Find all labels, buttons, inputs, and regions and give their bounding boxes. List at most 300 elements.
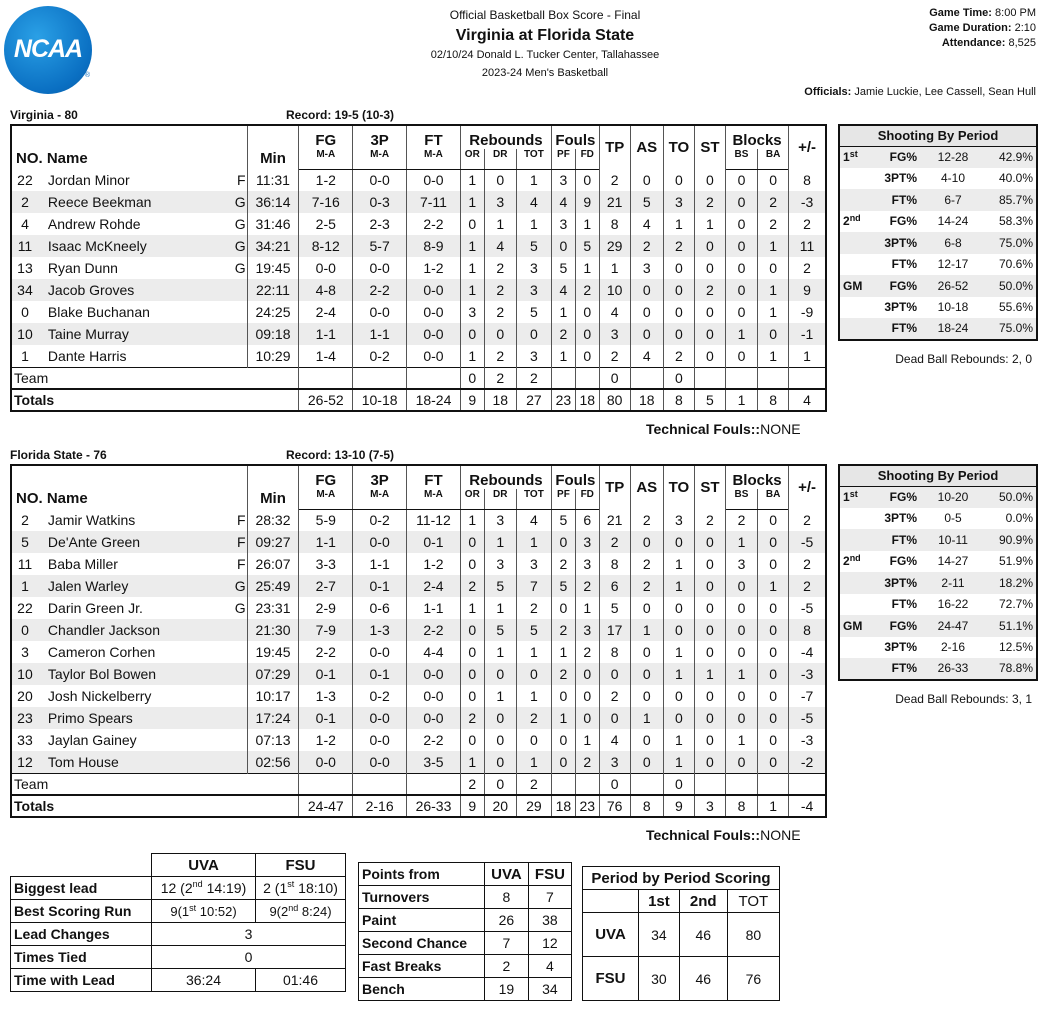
player-number: 22 <box>11 169 38 191</box>
sbp-percent: 78.8% <box>985 658 1037 680</box>
stat-pf: 1 <box>552 707 576 729</box>
header-ft: FT <box>407 465 461 489</box>
team-record: Record: 13-10 (7-5) <box>286 448 395 462</box>
player-number: 3 <box>11 641 38 663</box>
header-or: OR <box>460 149 484 169</box>
best-run-fsu: 9(2nd 8:24) <box>256 900 346 923</box>
player-position <box>226 729 247 751</box>
stat-fd: 0 <box>575 323 599 345</box>
stat-st: 2 <box>694 509 725 531</box>
totals-tot: 27 <box>516 389 551 411</box>
player-number: 0 <box>11 301 38 323</box>
stat-st: 1 <box>694 663 725 685</box>
team-tp: 0 <box>599 367 630 389</box>
stat-pf: 2 <box>552 553 576 575</box>
officials-label: Officials: <box>804 86 852 98</box>
header-st: ST <box>694 465 725 509</box>
technical-fouls <box>646 827 801 843</box>
box-score-table <box>10 464 827 818</box>
stat-ba: 0 <box>758 323 789 345</box>
sbp-made-attempted: 6-7 <box>921 189 985 211</box>
stat-dr: 0 <box>484 663 516 685</box>
stat-bs: 0 <box>725 257 757 279</box>
stat-min: 31:46 <box>247 213 299 235</box>
player-position <box>226 619 247 641</box>
player-position <box>226 685 247 707</box>
stat-fg: 3-3 <box>299 553 353 575</box>
season-label: 2023-24 Men's Basketball <box>481 67 609 79</box>
header-bs: BS <box>725 149 757 169</box>
team-as <box>630 367 663 389</box>
points-fsu: 34 <box>528 978 571 1001</box>
sbp-made-attempted: 12-17 <box>937 257 969 272</box>
stat-fg: 2-4 <box>299 301 353 323</box>
totals-as: 18 <box>630 389 663 411</box>
sbp-stat: FT% <box>869 318 921 340</box>
stat-tp3: 1-3 <box>353 619 407 641</box>
points-uva: 2 <box>485 955 529 978</box>
stat-as: 2 <box>630 509 663 531</box>
game-venue: 02/10/24 Donald L. Tucker Center, Tallahassee <box>430 49 660 61</box>
stat-tot: 3 <box>516 279 551 301</box>
stat-tot: 1 <box>516 213 551 235</box>
stat-as: 0 <box>630 301 663 323</box>
stat-to: 0 <box>663 323 694 345</box>
points-category: Fast Breaks <box>359 955 485 978</box>
stat-dr: 2 <box>484 301 516 323</box>
sbp-period <box>839 529 869 551</box>
header-plus-minus: +/- <box>789 465 826 509</box>
player-number: 0 <box>11 619 38 641</box>
stat-tp3: 0-0 <box>353 169 407 191</box>
header-ba: BA <box>758 149 789 169</box>
stat-ft: 1-2 <box>407 257 461 279</box>
times-tied-label: Times Tied <box>11 946 152 969</box>
header-made-attempted: M-A <box>299 149 353 169</box>
sbp-row <box>839 211 1037 233</box>
points-category: Bench <box>359 978 485 1001</box>
stat-ft: 1-1 <box>407 597 461 619</box>
stat-st: 0 <box>694 685 725 707</box>
game-duration: 2:10 <box>1014 22 1036 34</box>
stat-fd: 1 <box>575 597 599 619</box>
col-header-2nd: 2nd <box>679 890 727 913</box>
stat-to: 0 <box>663 685 694 707</box>
stat-bs: 1 <box>725 663 757 685</box>
stat-tp: 8 <box>599 213 630 235</box>
stat-fg: 1-1 <box>299 531 353 553</box>
player-name: Primo Spears <box>38 707 226 729</box>
player-name: Jalen Warley <box>38 575 226 597</box>
stat-ba: 1 <box>758 575 789 597</box>
stat-fg: 1-4 <box>299 345 353 367</box>
stat-st: 0 <box>694 235 725 257</box>
stat-as: 0 <box>630 279 663 301</box>
stat-pm: -3 <box>789 191 826 213</box>
stat-fg: 2-2 <box>299 641 353 663</box>
sbp-period: 1st <box>839 146 869 168</box>
header-blocks: Blocks <box>725 125 788 149</box>
team-st <box>694 367 725 389</box>
stat-ft: 2-4 <box>407 575 461 597</box>
header-rebounds: Rebounds <box>460 125 551 149</box>
officials <box>804 86 1036 98</box>
stat-ba: 0 <box>758 531 789 553</box>
points-fsu: 4 <box>528 955 571 978</box>
times-tied-value: 0 <box>152 946 346 969</box>
stat-dr: 1 <box>484 597 516 619</box>
stat-pm: 2 <box>789 509 826 531</box>
team-pm <box>789 367 826 389</box>
stat-as: 0 <box>630 641 663 663</box>
stat-tp: 8 <box>599 641 630 663</box>
player-row <box>11 641 826 663</box>
points-category: Turnovers <box>359 886 485 909</box>
stat-tp3: 2-3 <box>353 213 407 235</box>
stat-dr: 2 <box>484 279 516 301</box>
totals-fd: 23 <box>575 795 599 817</box>
stat-min: 34:21 <box>247 235 299 257</box>
stat-tot: 5 <box>516 619 551 641</box>
stat-st: 0 <box>694 707 725 729</box>
blank-cell <box>11 854 152 877</box>
stat-fd: 1 <box>575 257 599 279</box>
stat-tot: 2 <box>516 707 551 729</box>
stat-fd: 2 <box>575 575 599 597</box>
header-as: AS <box>630 125 663 169</box>
stat-to: 1 <box>663 553 694 575</box>
stat-dr: 0 <box>484 323 516 345</box>
stat-fg: 0-1 <box>299 663 353 685</box>
totals-row <box>11 795 826 817</box>
player-position <box>226 345 247 367</box>
player-position <box>226 663 247 685</box>
player-name: De'Ante Green <box>38 531 226 553</box>
sbp-stat: FT% <box>891 257 917 272</box>
sbp-row <box>839 529 1037 551</box>
totals-ba: 8 <box>758 389 789 411</box>
stat-pf: 1 <box>552 641 576 663</box>
biggest-lead-uva: 12 (2nd 14:19) <box>152 877 256 900</box>
player-position <box>226 707 247 729</box>
stat-tot: 0 <box>516 323 551 345</box>
player-row <box>11 685 826 707</box>
stat-tp3: 0-0 <box>353 257 407 279</box>
biggest-lead-label: Biggest lead <box>11 877 152 900</box>
stat-as: 0 <box>630 685 663 707</box>
stat-fd: 0 <box>575 663 599 685</box>
stat-fd: 6 <box>575 509 599 531</box>
stat-ba: 0 <box>758 751 789 773</box>
header-3p: 3P <box>353 125 407 149</box>
stat-or: 1 <box>460 257 484 279</box>
stat-dr: 1 <box>484 641 516 663</box>
stat-ba: 1 <box>758 235 789 257</box>
stat-pm: 8 <box>789 169 826 191</box>
sbp-period <box>839 318 869 340</box>
sbp-percent: 58.3% <box>998 214 1033 229</box>
logo-text: NCAA <box>13 35 83 63</box>
stat-bs: 1 <box>725 323 757 345</box>
stat-fd: 0 <box>575 169 599 191</box>
stat-pf: 0 <box>552 729 576 751</box>
stat-st: 0 <box>694 169 725 191</box>
stat-to: 0 <box>663 597 694 619</box>
header-blocks: Blocks <box>725 465 788 489</box>
sbp-row <box>839 551 1037 573</box>
stat-bs: 0 <box>725 169 757 191</box>
player-name: Ryan Dunn <box>47 260 118 276</box>
ncaa-logo <box>4 6 92 94</box>
team-as <box>630 773 663 795</box>
sbp-period <box>839 508 869 530</box>
sbp-made-attempted: 14-24 <box>937 214 969 229</box>
player-position: F <box>226 169 247 191</box>
sbp-percent: 70.6% <box>998 257 1033 272</box>
team-st <box>694 773 725 795</box>
stat-to: 0 <box>663 279 694 301</box>
stat-fg: 2-5 <box>299 213 353 235</box>
score-2nd: 46 <box>679 913 727 957</box>
sbp-stat: 3PT% <box>884 511 917 526</box>
team-pf <box>552 367 576 389</box>
stat-ft: 2-2 <box>407 213 461 235</box>
sbp-row <box>839 318 1037 340</box>
stat-ft: 8-9 <box>407 235 461 257</box>
header-rebounds: Rebounds <box>460 465 551 489</box>
stat-as: 2 <box>630 235 663 257</box>
player-name: Taylor Bol Bowen <box>38 663 226 685</box>
stat-as: 0 <box>630 751 663 773</box>
stat-dr: 0 <box>484 707 516 729</box>
stat-tot: 2 <box>516 597 551 619</box>
stat-tot: 3 <box>516 257 551 279</box>
header-tp: TP <box>599 125 630 169</box>
stat-pf: 2 <box>552 663 576 685</box>
sbp-percent: 50.0% <box>985 486 1037 508</box>
player-position: G <box>226 191 247 213</box>
player-row <box>11 235 826 257</box>
sbp-percent: 55.6% <box>998 300 1033 315</box>
col-header-fsu: FSU <box>528 863 571 886</box>
sbp-made-attempted: 10-20 <box>921 486 985 508</box>
stat-pf: 0 <box>552 685 576 707</box>
sbp-row <box>839 168 1037 190</box>
stat-bs: 1 <box>725 531 757 553</box>
period-scoring-table <box>582 866 780 1001</box>
team-title: Florida State - 76 <box>10 448 107 462</box>
stat-fd: 3 <box>575 553 599 575</box>
team-ba <box>758 367 789 389</box>
sbp-period: 1st <box>839 486 869 508</box>
player-row <box>11 169 826 191</box>
player-number: 34 <box>11 279 38 301</box>
sbp-period <box>839 232 869 254</box>
points-category: Second Chance <box>359 932 485 955</box>
stat-tp3: 0-0 <box>353 531 407 553</box>
stat-or: 1 <box>460 191 484 213</box>
stat-fg: 0-0 <box>299 257 353 279</box>
player-position: G <box>226 257 247 279</box>
stat-to: 1 <box>663 663 694 685</box>
player-row <box>11 597 826 619</box>
stat-pf: 4 <box>552 191 576 213</box>
header-3p: 3P <box>353 465 407 489</box>
player-number: 23 <box>11 707 38 729</box>
stat-pm: -5 <box>789 531 826 553</box>
stat-tp3: 0-0 <box>353 707 407 729</box>
player-row <box>11 301 826 323</box>
stat-tp3: 0-2 <box>353 685 407 707</box>
team-or: 0 <box>460 367 484 389</box>
stat-ba: 0 <box>758 257 789 279</box>
stat-tp3: 1-1 <box>353 323 407 345</box>
player-name: Josh Nickelberry <box>47 688 152 704</box>
stat-as: 4 <box>630 213 663 235</box>
stat-ba: 0 <box>758 663 789 685</box>
stat-to: 1 <box>663 729 694 751</box>
player-number: 4 <box>11 213 38 235</box>
totals-tot: 29 <box>516 795 551 817</box>
stat-min: 17:24 <box>247 707 299 729</box>
stat-st: 0 <box>694 575 725 597</box>
player-name: Reece Beekman <box>38 191 226 213</box>
sbp-stat: 3PT% <box>884 300 917 315</box>
stat-or: 1 <box>460 169 484 191</box>
stat-fg: 2-9 <box>299 597 353 619</box>
stat-fd: 0 <box>575 685 599 707</box>
stat-or: 1 <box>460 279 484 301</box>
stat-bs: 0 <box>725 641 757 663</box>
player-name: Dante Harris <box>47 347 127 364</box>
stat-dr: 4 <box>484 235 516 257</box>
stat-as: 0 <box>630 663 663 685</box>
sbp-row <box>839 615 1037 637</box>
header-tot: TOT <box>516 149 551 169</box>
player-name: Jamir Watkins <box>47 512 136 528</box>
stat-pf: 1 <box>552 345 576 367</box>
stat-tp: 2 <box>599 685 630 707</box>
stat-tp: 17 <box>599 619 630 641</box>
stat-min: 10:29 <box>247 345 299 367</box>
sbp-made-attempted: 0-5 <box>944 511 962 526</box>
stat-fg: 1-3 <box>299 685 353 707</box>
team-fg <box>299 367 353 389</box>
stat-as: 1 <box>630 619 663 641</box>
sbp-row <box>839 637 1037 659</box>
stat-dr: 2 <box>484 345 516 367</box>
game-time: 8:00 PM <box>995 7 1036 19</box>
stat-tp3: 0-1 <box>353 663 407 685</box>
totals-dr: 20 <box>484 795 516 817</box>
team-fd <box>575 773 599 795</box>
stat-tp3: 0-0 <box>353 641 407 663</box>
stat-tot: 1 <box>516 169 551 191</box>
stat-fd: 2 <box>575 279 599 301</box>
team-ft <box>407 773 461 795</box>
player-number: 11 <box>11 553 38 575</box>
stat-tp3: 0-0 <box>353 751 407 773</box>
best-run-label: Best Scoring Run <box>11 900 152 923</box>
team-pf <box>552 773 576 795</box>
sbp-period: 2nd <box>843 553 861 569</box>
game-title: Virginia at Florida State <box>455 27 635 44</box>
stat-tot: 4 <box>516 191 551 213</box>
stat-ft: 1-2 <box>407 553 461 575</box>
stat-bs: 0 <box>725 685 757 707</box>
stat-bs: 2 <box>725 509 757 531</box>
stat-min: 10:17 <box>247 685 299 707</box>
team-dr: 0 <box>484 773 516 795</box>
player-row <box>11 509 826 531</box>
officials-names: Jamie Luckie, Lee Cassell, Sean Hull <box>854 86 1036 98</box>
stat-or: 1 <box>460 597 484 619</box>
header-ba: BA <box>758 489 789 509</box>
stat-tp: 29 <box>599 235 630 257</box>
points-from-row <box>359 978 572 1001</box>
stat-tp: 2 <box>599 169 630 191</box>
stat-ba: 0 <box>758 509 789 531</box>
totals-tp3: 10-18 <box>353 389 407 411</box>
sbp-stat: FG% <box>869 615 921 637</box>
stat-ft: 0-1 <box>407 531 461 553</box>
stat-ba: 0 <box>758 641 789 663</box>
stat-as: 0 <box>630 531 663 553</box>
sbp-made-attempted: 4-10 <box>940 171 966 186</box>
stat-tp3: 1-1 <box>353 553 407 575</box>
stat-tot: 5 <box>516 301 551 323</box>
stat-dr: 1 <box>484 213 516 235</box>
stat-as: 0 <box>630 323 663 345</box>
stat-tot: 7 <box>516 575 551 597</box>
stat-to: 1 <box>663 751 694 773</box>
stat-tp3: 0-2 <box>353 509 407 531</box>
stat-fg: 4-8 <box>299 279 353 301</box>
stat-to: 0 <box>663 619 694 641</box>
sbp-stat: FG% <box>869 275 921 297</box>
stat-dr: 1 <box>484 685 516 707</box>
sbp-stat: FT% <box>869 189 921 211</box>
game-duration-label: Game Duration: <box>929 22 1012 34</box>
stat-tot: 1 <box>516 531 551 553</box>
sbp-stat: 3PT% <box>884 171 917 186</box>
totals-to: 8 <box>663 389 694 411</box>
team-tp3 <box>353 367 407 389</box>
player-name: Isaac McKneely <box>38 235 226 257</box>
stat-fd: 2 <box>575 751 599 773</box>
player-row <box>11 531 826 553</box>
stat-ft: 2-2 <box>407 729 461 751</box>
stat-fg: 0-1 <box>299 707 353 729</box>
score-tot: 76 <box>727 957 779 1001</box>
stat-to: 2 <box>663 235 694 257</box>
stat-fg: 1-2 <box>299 729 353 751</box>
stat-pm: 11 <box>789 235 826 257</box>
score-1st: 34 <box>639 913 680 957</box>
player-row <box>11 751 826 773</box>
header-pf: PF <box>552 149 576 169</box>
player-position <box>226 323 247 345</box>
report-subtitle: Official Basketball Box Score - Final <box>449 8 641 22</box>
stat-fg: 8-12 <box>299 235 353 257</box>
stat-pf: 0 <box>552 531 576 553</box>
header-made-attempted: M-A <box>299 489 353 509</box>
period-scoring-row <box>583 913 780 957</box>
totals-bs: 8 <box>725 795 757 817</box>
stat-or: 1 <box>460 235 484 257</box>
totals-label: Totals <box>11 389 299 411</box>
points-fsu: 38 <box>528 909 571 932</box>
